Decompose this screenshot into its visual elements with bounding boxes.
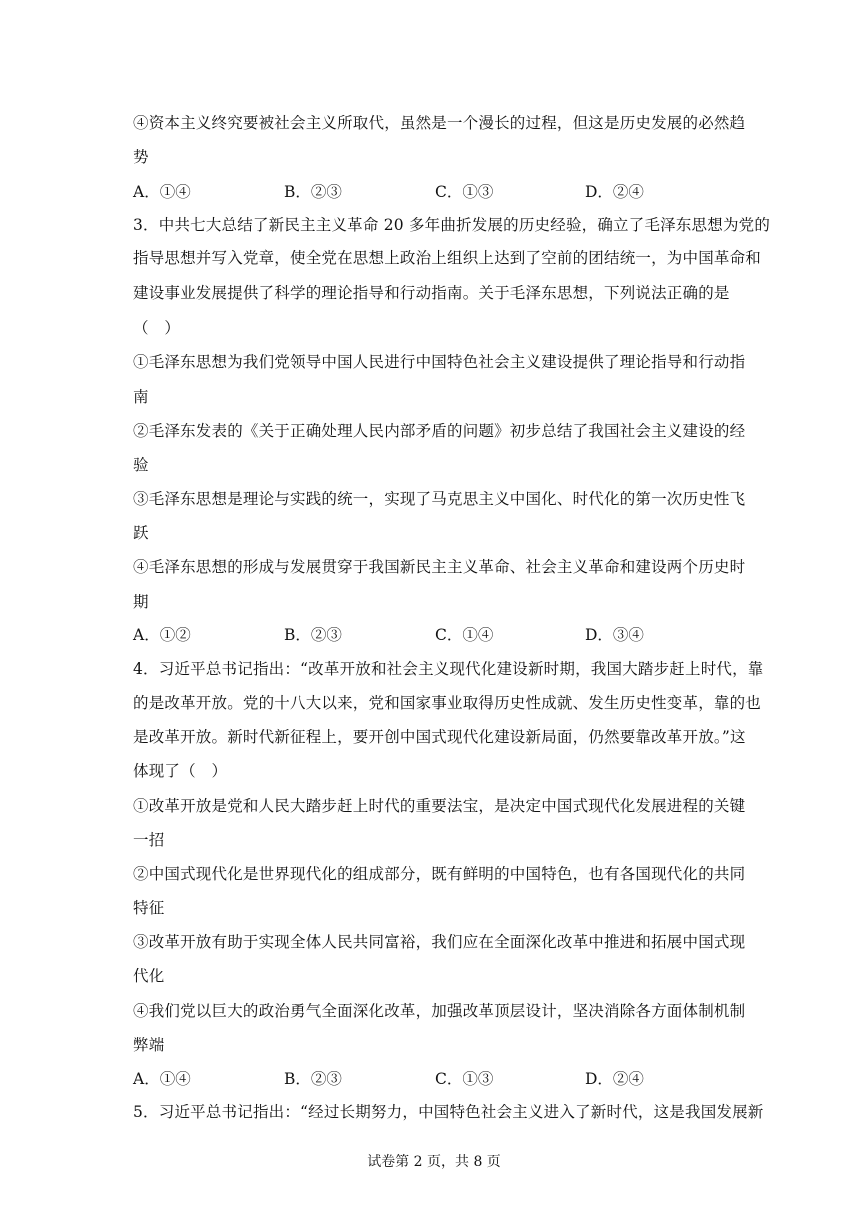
q4-item-4: ④我们党以巨大的政治勇气全面深化改革，加强改革顶层设计，坚决消除各方面体制机制 — [133, 1002, 746, 1020]
q3-item-1-cont: 南 — [133, 388, 149, 406]
q4-item-1-cont: 一招 — [133, 831, 165, 849]
q4-option-b: B．②③ — [284, 1070, 342, 1088]
q2-option-d: D．②④ — [585, 183, 644, 201]
q4-option-c: C．①③ — [435, 1070, 494, 1088]
q2-option-a: A．①④ — [133, 183, 191, 201]
q4-option-d: D．②④ — [585, 1070, 644, 1088]
q3-item-4: ④毛泽东思想的形成与发展贯穿于我国新民主主义革命、社会主义革命和建设两个历史时 — [133, 558, 746, 576]
q3-option-b: B．②③ — [284, 626, 342, 644]
q5-stem: 5．习近平总书记指出：“经过长期努力，中国特色社会主义进入了新时代，这是我国发展新 — [133, 1103, 764, 1121]
q3-stem-cont: 建设事业发展提供了科学的理论指导和行动指南。关于毛泽东思想，下列说法正确的是 — [133, 284, 730, 302]
page-footer: 试卷第 2 页，共 8 页 — [367, 1154, 501, 1170]
q3-option-c: C．①④ — [435, 626, 494, 644]
q2-option-b: B．②③ — [284, 183, 342, 201]
q4-answer-bracket: 体现了（ ） — [133, 762, 228, 780]
q4-stem-cont: 是改革开放。新时代新征程上，要开创中国式现代化建设新局面，仍然要靠改革开放。”这 — [133, 728, 746, 746]
q3-stem-cont: 指导思想并写入党章，使全党在思想上政治上组织上达到了空前的团结统一，为中国革命和 — [133, 249, 762, 267]
q2-item-4-cont: 势 — [133, 148, 149, 166]
q3-item-3: ③毛泽东思想是理论与实践的统一，实现了马克思主义中国化、时代化的第一次历史性飞 — [133, 490, 746, 508]
q3-item-2: ②毛泽东发表的《关于正确处理人民内部矛盾的问题》初步总结了我国社会主义建设的经 — [133, 422, 746, 440]
q4-item-4-cont: 弊端 — [133, 1036, 165, 1054]
q4-item-2-cont: 特征 — [133, 899, 165, 917]
q4-item-1: ①改革开放是党和人民大踏步赶上时代的重要法宝，是决定中国式现代化发展进程的关键 — [133, 797, 746, 815]
q3-item-3-cont: 跃 — [133, 524, 149, 542]
q4-item-3-cont: 代化 — [133, 967, 165, 985]
q4-option-a: A．①④ — [133, 1070, 191, 1088]
q4-stem-cont: 的是改革开放。党的十八大以来，党和国家事业取得历史性成就、发生历史性变革，靠的也 — [133, 694, 762, 712]
q3-option-d: D．③④ — [585, 626, 644, 644]
q3-item-4-cont: 期 — [133, 593, 149, 611]
q4-item-2: ②中国式现代化是世界现代化的组成部分，既有鲜明的中国特色，也有各国现代化的共同 — [133, 865, 746, 883]
q4-item-3: ③改革开放有助于实现全体人民共同富裕，我们应在全面深化改革中推进和拓展中国式现 — [133, 933, 746, 951]
q3-stem: 3．中共七大总结了新民主主义革命 20 多年曲折发展的历史经验，确立了毛泽东思想为党的 — [133, 216, 771, 234]
q4-stem: 4．习近平总书记指出：“改革开放和社会主义现代化建设新时期，我国大踏步赶上时代，靠 — [133, 660, 764, 678]
q2-item-4: ④资本主义终究要被社会主义所取代，虽然是一个漫长的过程，但这是历史发展的必然趋 — [133, 114, 746, 132]
q3-answer-bracket: （ ） — [133, 319, 181, 337]
q2-option-c: C．①③ — [435, 183, 494, 201]
q3-item-2-cont: 验 — [133, 456, 149, 474]
q3-item-1: ①毛泽东思想为我们党领导中国人民进行中国特色社会主义建设提供了理论指导和行动指 — [133, 353, 746, 371]
q3-option-a: A．①② — [133, 626, 191, 644]
